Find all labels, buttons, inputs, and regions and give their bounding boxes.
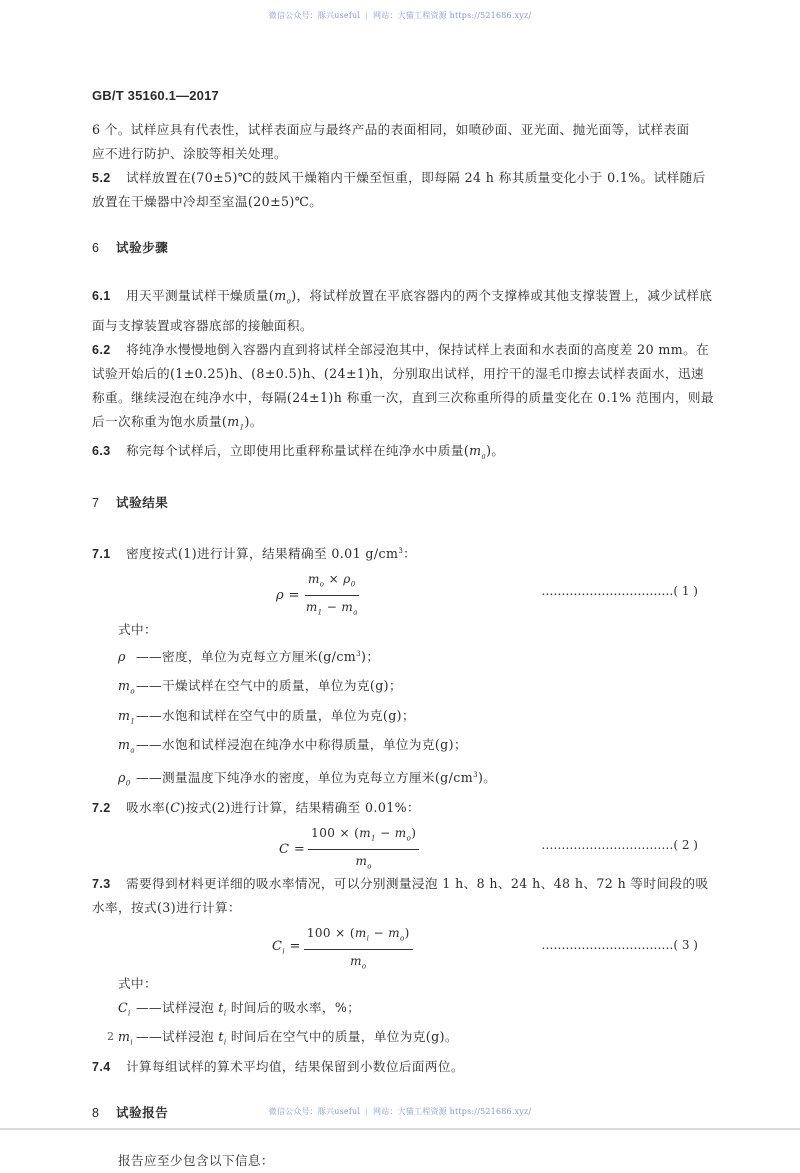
standard-code: GB/T 35160.1—2017 [92,88,219,103]
definition-item: $m_o——$干燥试样在空气中的质量，单位为克(g)； [118,678,402,696]
formula-2 [92,822,714,871]
definition-item: $C_i$ ——试样浸泡 $t_i$ 时间后的吸水率，%； [118,999,361,1018]
watermark-wechat: 微信公众号：豚兴useful [268,11,361,20]
definition-item: ρ ——密度，单位为克每立方厘米$(g/cm^3)$； [118,648,380,664]
clause-6-1: 6.1 用天平测量试样干燥质量$(m_o)$，将试样放置在平底容器内的两个支撑棒或其他支撑装置上，减少试样底面与支撑装置或容器底部的接触面积。 [92,288,713,333]
formula-3 [92,922,714,971]
page-number: 2 [107,1030,114,1043]
section-8-heading: 8 试验报告 [92,1104,169,1120]
definitions-formula-3 [92,996,714,1055]
clause-5-2 [92,166,714,214]
definition-item: $m_a——$水饱和试样浸泡在纯净水中称得质量，单位为克(g)； [118,737,467,755]
equation-number-3: ……………………………( 3 ) [541,937,698,952]
watermark-top [0,10,800,21]
definition-item: $m_i$ ——试样浸泡 $t_i$ 时间后在空气中的质量，单位为克(g)。 [118,1029,458,1047]
watermark-site: 网站：大猫工程资源 https://521686.xyz/ [373,1107,532,1116]
absorption-formula: C = $\frac{100 \times (m_1 - m_o)}{m_o}$ [279,824,419,876]
density-formula: ρ = $\frac{m_o \times \rho_0}{m_1 - m_a}$ [276,571,358,617]
watermark-site: 网站：大猫工程资源 https://521686.xyz/ [373,11,532,20]
document-body [92,118,714,1173]
definition-item: $\rho_0$ ——测量温度下纯净水的密度，单位为克每立方厘米$(g/cm^3)$。 [118,770,497,788]
definitions-formula-1 [92,642,714,796]
definition-item: $m_1——$水饱和试样在空气中的质量，单位为克(g)； [118,707,415,726]
clause-7-3: 7.3 需要得到材料更详细的吸水率情况，可以分别测量浸泡 1 h、8 h、24 h、48 h、72 h 等时间段的吸水率，按式(3)进行计算： [92,875,709,915]
clause-7-1: 7.1 密度按式(1)进行计算，结果精确至 0.01 $g/cm^3$： [92,545,417,561]
clause-7-2: 7.2 吸水率(C)按式(2)进行计算，结果精确至 0.01%： [92,799,421,815]
report-intro: 报告应至少包含以下信息： [118,1152,274,1168]
equation-number-2: ……………………………( 2 ) [541,837,698,852]
watermark-bottom [0,1106,800,1117]
section-6-heading: 6 试验步骤 [92,240,169,255]
where-label-3: 式中： [118,975,157,991]
timed-absorption-formula: $C_i$ = $\frac{100 \times (m_i - m_o)}{m_o}$ [272,924,413,976]
page-bottom-rule [0,1128,800,1130]
watermark-separator: | [365,1107,369,1116]
clause-6-2: 6.2 将纯净水慢慢地倒入容器内直到将试样全部浸泡其中，保持试样上表面和水表面的高度差 20 mm。在试验开始后的(1±0.25)h、(8±0.5)h、(24±1)h，分别取出试样，用拧干的湿毛巾擦去试样表面水，迅速称重。继续浸泡在纯净水中，每隔(24±1)h 称重一次，直到三次称重所得的质量变化在 0.1% 范围内，则最后一次称重为饱水质量$(m_1)$。 [92,341,714,432]
section-7-heading: 7 试验结果 [92,494,169,510]
clause-text: 试样放置在(70±5)℃的鼓风干燥箱内干燥至恒重，即每隔 24 h 称其质量变化小于 0.1%。试样随后放置在干燥器中冷却至室温(20±5)℃。 [92,170,706,209]
continuation-text: 6 个。试样应具有代表性，试样表面应与最终产品的表面相同，如喷砂面、亚光面、抛光面等，试样表面 应不进行防护、涂胶等相关处理。 [92,122,690,161]
where-label-1: 式中： [118,621,157,637]
formula-1 [92,568,714,617]
watermark-wechat: 微信公众号：豚兴useful [268,1107,361,1116]
watermark-separator: | [365,11,369,20]
clause-7-4: 7.4 计算每组试样的算术平均值，结果保留到小数位后面两位。 [92,1058,464,1074]
clause-6-3: 6.3 称完每个试样后，立即使用比重秤称量试样在纯净水中质量$(m_a)$。 [92,443,505,461]
clause-number: 5.2 [92,171,111,185]
equation-number-1: ……………………………( 1 ) [541,583,698,598]
